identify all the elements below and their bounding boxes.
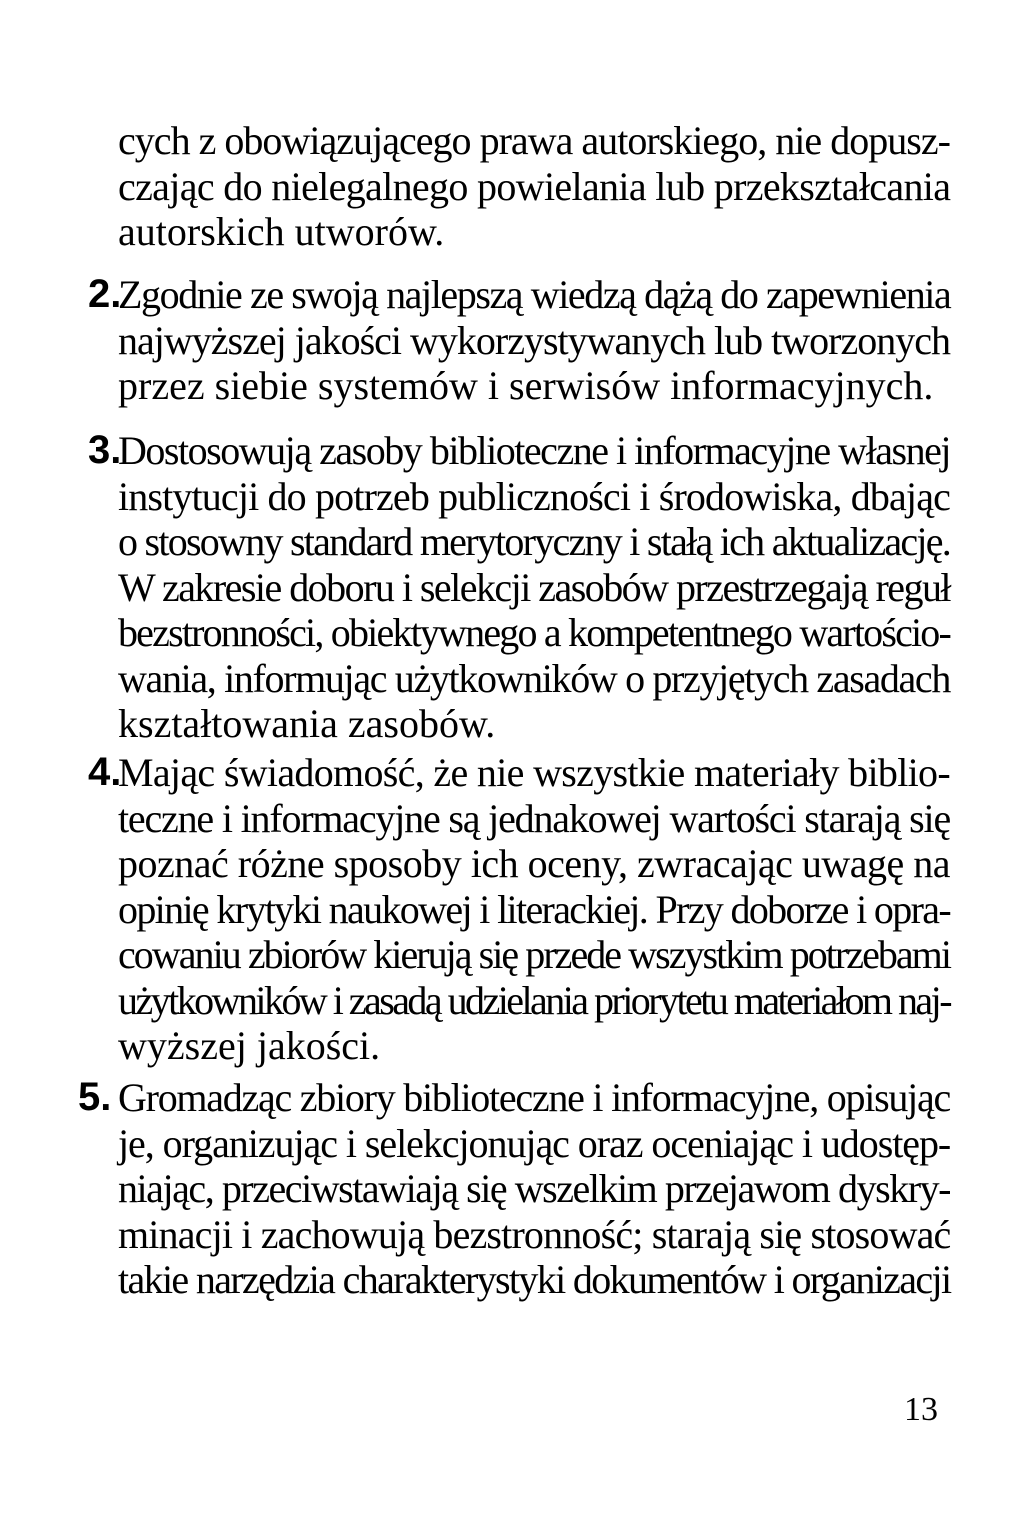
item-number-3: 3. [88, 428, 122, 472]
paragraph-continuation [118, 118, 950, 255]
text-line: niając, przeciwstawiają się wszelkim przejawom dyskry- [118, 1166, 950, 1211]
text-line: Zgodnie ze swoją najlepszą wiedzą dążą do zapewnienia [118, 272, 951, 317]
text-line: instytucji do potrzeb publiczności i środowiska, dbając [118, 473, 950, 519]
text-line: najwyższej jakości wykorzystywanych lub tworzonych [118, 317, 950, 363]
text-line: je, organizując i selekcjonując oraz oceniając i udostęp- [118, 1120, 951, 1166]
text-line: cowaniu zbiorów kierują się przede wszystkim potrzebami [118, 932, 950, 977]
paragraph-item-2 [118, 272, 950, 409]
text-line: cych z obowiązującego prawa autorskiego, nie dopusz- [118, 118, 950, 163]
text-line: wania, informując użytkowników o przyjętych zasadach [118, 655, 950, 701]
text-line: poznać różne sposoby ich oceny, zwracając uwagę na [118, 841, 950, 886]
text-line: takie narzędzia charakterystyki dokumentów i organizacji [118, 1257, 951, 1302]
text-line: W zakresie doboru i selekcji zasobów przestrzegają reguł [118, 564, 950, 610]
text-line: o stosowny standard merytoryczny i stałą ich aktualizację. [118, 519, 951, 564]
text-line: przez siebie systemów i serwisów informacyjnych. [118, 363, 934, 408]
text-line: Gromadząc zbiory biblioteczne i informacyjne, opisując [118, 1075, 950, 1120]
text-line: minacji i zachowują bezstronność; starają się stosować [118, 1211, 951, 1257]
paragraph-item-4 [118, 750, 950, 1069]
item-number-4: 4. [88, 750, 122, 794]
text-line: opinię krytyki naukowej i literackiej. Przy doborze i opra- [118, 886, 950, 932]
text-line: wyższej jakości. [118, 1023, 381, 1068]
text-line: kształtowania zasobów. [118, 701, 496, 746]
paragraph-item-3 [118, 428, 950, 747]
text-line: Mając świadomość, że nie wszystkie materiały biblio- [118, 750, 950, 795]
item-number-2: 2. [88, 272, 122, 316]
item-number-5: 5. [78, 1075, 112, 1119]
text-line: czając do nielegalnego powielania lub przekształcania [118, 163, 951, 209]
text-line: użytkowników i zasadą udzielania priorytetu materiałom naj- [118, 977, 950, 1023]
text-line: Dostosowują zasoby biblioteczne i informacyjne własnej [118, 428, 950, 473]
text-line: autorskich utworów. [118, 209, 445, 254]
page-number: 13 [904, 1391, 938, 1428]
text-line: teczne i informacyjne są jednakowej wartości starają się [118, 795, 950, 841]
paragraph-item-5 [118, 1075, 950, 1303]
text-line: bezstronności, obiektywnego a kompetentnego wartościo- [118, 610, 950, 655]
